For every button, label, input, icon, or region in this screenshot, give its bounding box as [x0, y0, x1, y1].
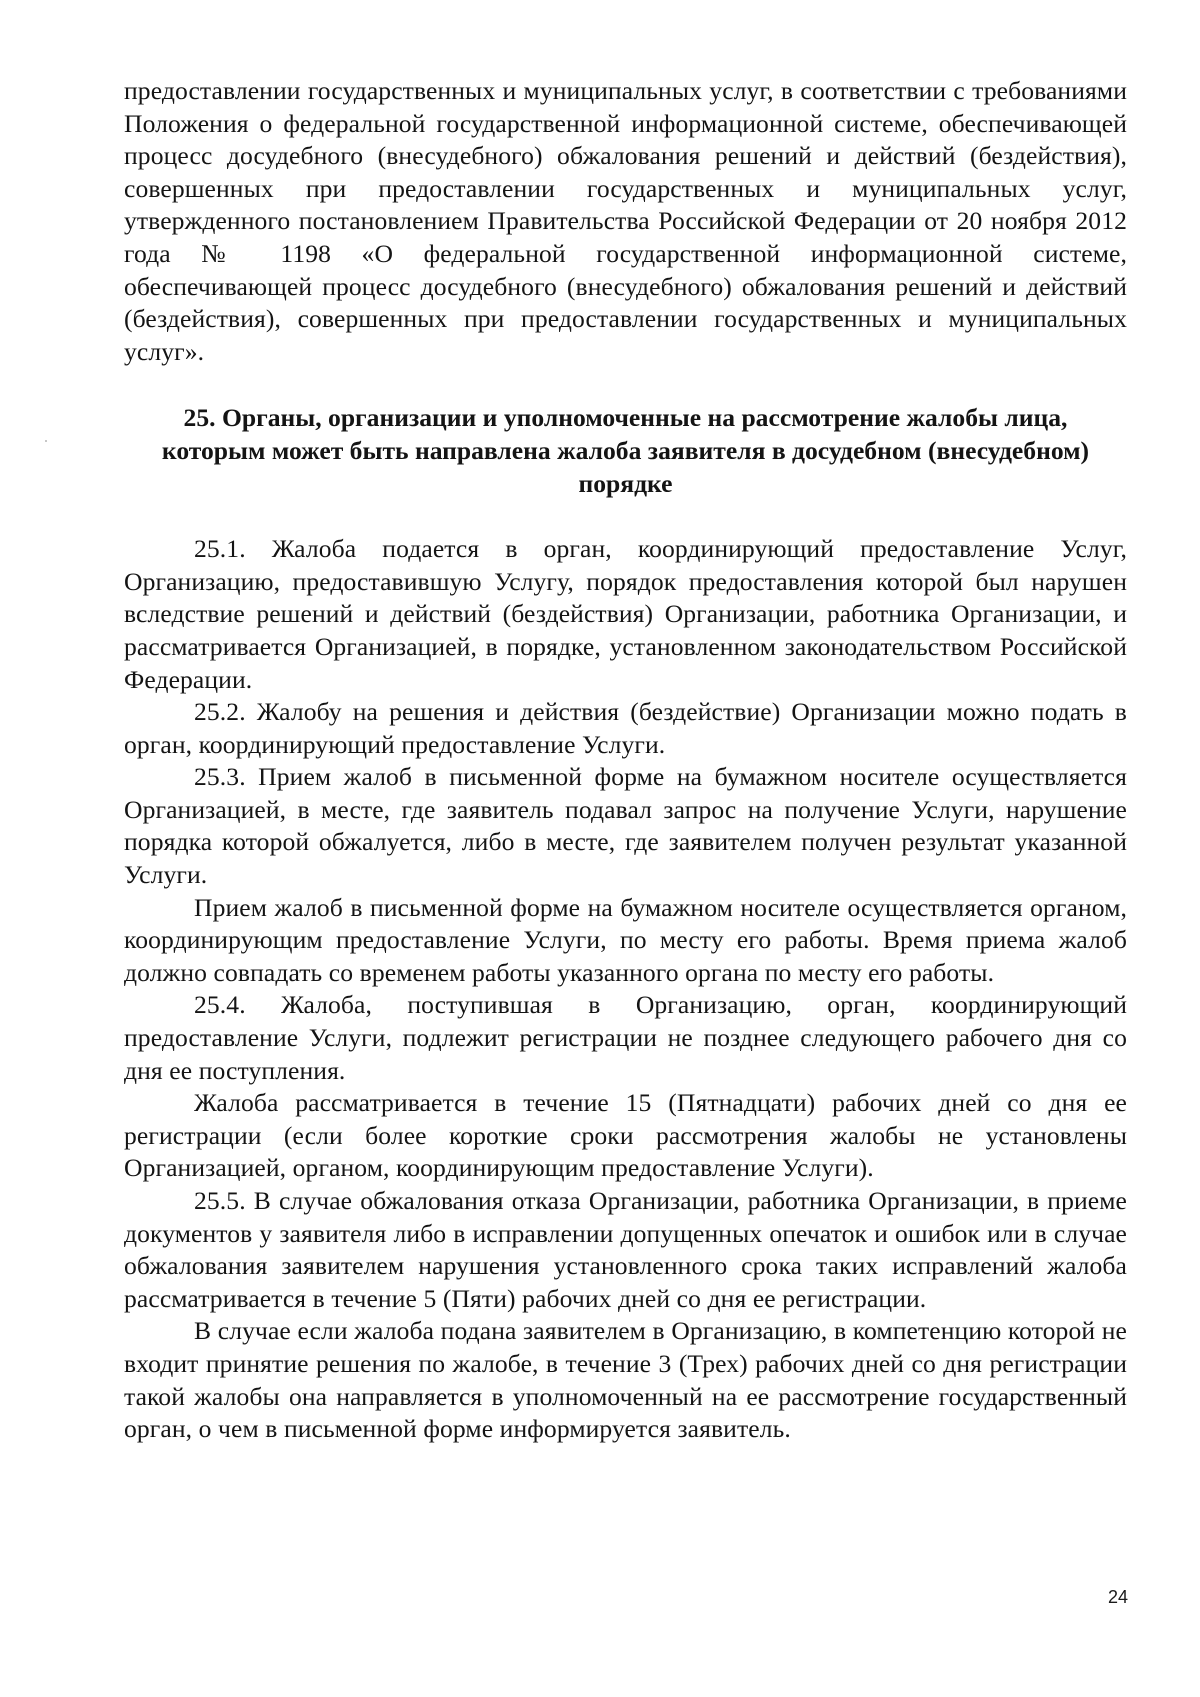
page-content	[124, 75, 1127, 1446]
paragraph-25-3: 25.3. Прием жалоб в письменной форме на бумажном носителе осуществляется Организацией, в месте, где заявитель подавал запрос на получение Услуги, нарушение порядка которой обжалуется, либо в месте, где заявителем получен результат указанной Услуги.	[124, 762, 1127, 890]
paragraph-25-2: 25.2. Жалобу на решения и действия (бездействие) Организации можно подать в орган, координирующий предоставление Услуги.	[124, 697, 1127, 759]
paragraph-25-4: 25.4. Жалоба, поступившая в Организацию, орган, координирующий предоставление Услуги, подлежит регистрации не позднее следующего рабочего дня со дня ее поступления.	[124, 990, 1127, 1085]
paragraph-25-5: 25.5. В случае обжалования отказа Организации, работника Организации, в приеме документов у заявителя либо в исправлении допущенных опечаток и ошибок или в случае обжалования заявителем нарушения установленного срока таких исправлений жалоба рассматривается в течение 5 (Пяти) рабочих дней со дня ее регистрации.	[124, 1186, 1127, 1313]
paragraph-25-1: 25.1. Жалоба подается в орган, координирующий предоставление Услуг, Организацию, предоставившую Услугу, порядок предоставления которой был нарушен вследствие решений и действий (бездействия) Организации, работника Организации, и рассматривается Организацией, в порядке, установленном законодательством Российской Федерации.	[124, 534, 1127, 694]
section-heading: 25. Органы, организации и уполномоченные на рассмотрение жалобы лица, которым может быть направлена жалоба заявителя в досудебном (внесудебном) порядке	[161, 403, 1090, 498]
paragraph-25-4-continued: Жалоба рассматривается в течение 15 (Пятнадцати) рабочих дней со дня ее регистрации (если более короткие сроки рассмотрения жалобы не установлены Организацией, органом, координирующим предоставление Услуги).	[124, 1088, 1127, 1183]
page-number: 24	[1108, 1587, 1129, 1607]
scan-speck	[45, 440, 47, 442]
paragraph-25-3-continued: Прием жалоб в письменной форме на бумажном носителе осуществляется органом, координирующим предоставление Услуги, по месту его работы. Время приема жалоб должно совпадать со временем работы указанного органа по месту его работы.	[124, 892, 1127, 987]
paragraph-25-5-continued: В случае если жалоба подана заявителем в Организацию, в компетенцию которой не входит принятие решения по жалобе, в течение 3 (Трех) рабочих дней со дня регистрации такой жалобы она направляется в уполномоченный на ее рассмотрение государственный орган, о чем в письменной форме информируется заявитель.	[124, 1316, 1127, 1444]
paragraph-continuation: предоставлении государственных и муниципальных услуг, в соответствии с требованиями Положения о федеральной государственной информационной системе, обеспечивающей процесс досудебного (внесудебного) обжалования решений и действий (бездействия), совершенных при предоставлении государственных и муниципальных услуг, утвержденного постановлением Правительства Российской Федерации от 20 ноября 2012 года № 1198 «О федеральной государственной информационной системе, обеспечивающей процесс досудебного (внесудебного) обжалования решений и действий (бездействия), совершенных при предоставлении государственных и муниципальных услуг».	[124, 76, 1127, 366]
